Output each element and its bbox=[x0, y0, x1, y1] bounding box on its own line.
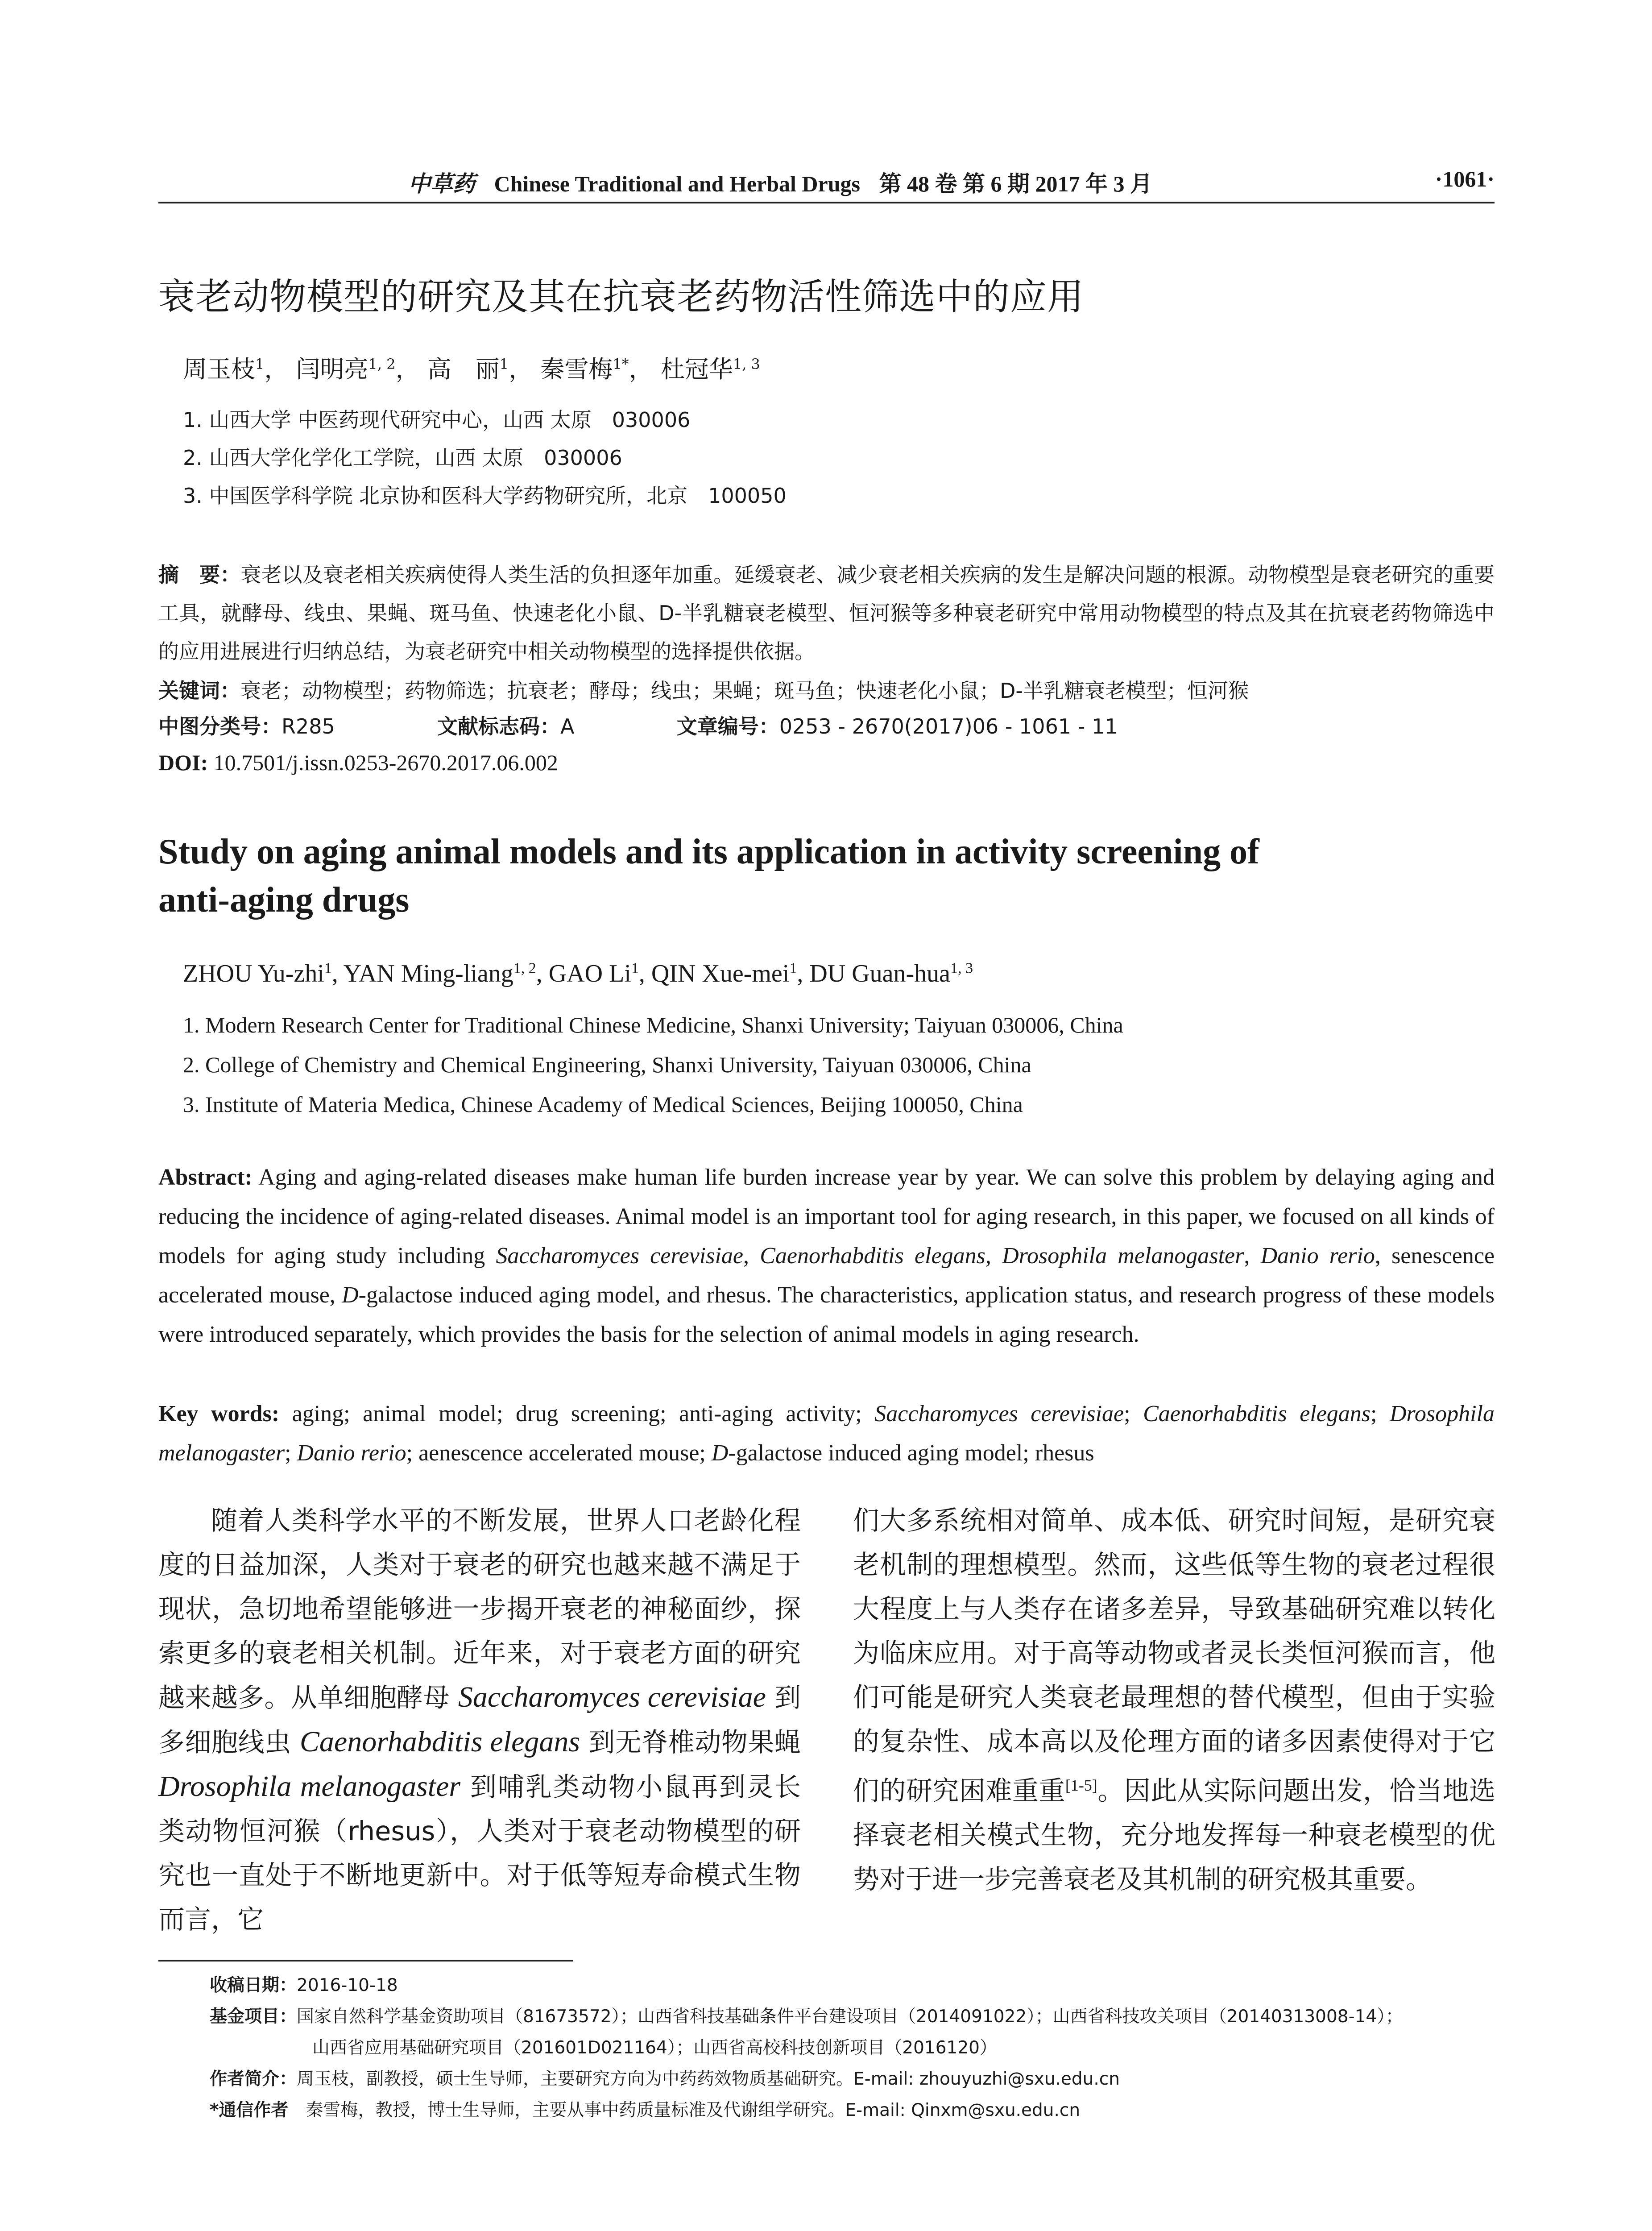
author-zh-sup: 1 bbox=[499, 356, 509, 373]
body-text: 们大多系统相对简单、成本低、研究时间短，是研究衰老机制的理想模型。然而，这些低等生物的衰老过程很大程度上与人类存在诸多差异，导致基础研究难以转化为临床应用。对于高等动物或者灵长类恒河猴而言，他们可能是研究人类衰老最理想的替代模型，但由于实验的复杂性、成本高以及伦理方面的诸多因素使得对于它们的研究困难重重 bbox=[853, 1505, 1495, 1806]
corresponding-label: *通信作者 bbox=[210, 2100, 289, 2120]
body-column-left bbox=[158, 1498, 801, 1941]
page-number: ·1061· bbox=[1435, 166, 1495, 191]
abstract-en-text: , senescence accelerated mouse, bbox=[158, 1243, 1495, 1308]
species-name: Caenorhabditis elegans bbox=[1143, 1401, 1371, 1427]
author-en-sup: 1, 3 bbox=[950, 960, 973, 977]
author-zh-sup: 1 bbox=[255, 356, 265, 373]
received-value: 2016-10-18 bbox=[297, 1975, 398, 1995]
author-zh-sup: 1, 2 bbox=[368, 356, 396, 373]
author-en: DU Guan-hua bbox=[809, 960, 950, 987]
separator: , bbox=[1244, 1243, 1261, 1269]
separator: ; bbox=[1370, 1401, 1390, 1427]
body-text: 。因此从实际问题出发，恰当地选择衰老相关模式生物，充分地发挥每一种衰老模型的优势对于进一步完善衰老及其机制的研究极其重要。 bbox=[853, 1775, 1495, 1895]
doi-value[interactable]: 10.7501/j.issn.0253-2670.2017.06.002 bbox=[213, 750, 558, 775]
author-en-sup: 1 bbox=[324, 960, 332, 977]
header-rule bbox=[158, 202, 1495, 203]
author-en-sup: 1, 2 bbox=[513, 960, 536, 977]
author-zh: 秦雪梅 bbox=[540, 355, 613, 383]
abstract-en-text: Aging and aging-related diseases make human life burden increase year by year. We can solve this problem by delaying aging and reducing the incidence of aging-related diseases. Animal model is an important tool for aging research, in this paper, we focused on all kinds of models for aging study including bbox=[158, 1165, 1495, 1269]
author-bio-value: 周玉枝，副教授，硕士生导师，主要研究方向为中药药效物质基础研究。E-mail: zhouyuzhi@sxu.edu.cn bbox=[297, 2069, 1120, 2089]
article-no-label: 文章编号： bbox=[676, 714, 779, 738]
title-zh: 衰老动物模型的研究及其在抗衰老药物活性筛选中的应用 bbox=[158, 276, 1085, 318]
doc-code-value: A bbox=[560, 714, 575, 738]
keywords-en-text: -galactose induced aging model; rhesus bbox=[728, 1440, 1094, 1466]
species-name: Caenorhabditis elegans bbox=[299, 1725, 580, 1758]
citation-ref[interactable]: [1-5] bbox=[1065, 1776, 1097, 1794]
doi-row bbox=[158, 750, 558, 775]
body-text: 到多细胞线虫 bbox=[158, 1682, 801, 1758]
title-en-line: anti-aging drugs bbox=[158, 880, 410, 920]
affiliation-zh: 3. 中国医学科学院 北京协和医科大学药物研究所，北京 100050 bbox=[183, 484, 787, 508]
affiliation-en: 2. College of Chemistry and Chemical Engineering, Shanxi University, Taiyuan 030006, China bbox=[183, 1052, 1031, 1077]
species-name: Drosophila melanogaster bbox=[158, 1770, 461, 1803]
species-name: Danio rerio bbox=[297, 1440, 406, 1466]
abstract-en bbox=[158, 1158, 1495, 1354]
separator: ; bbox=[1124, 1401, 1143, 1427]
journal-name-zh: 中草药 bbox=[408, 171, 475, 196]
body-text: 到哺乳类动物小鼠再到灵长类动物恒河猴（rhesus），人类对于衰老动物模型的研究也一直处于不断地更新中。对于低等短寿命模式生物而言，它 bbox=[158, 1771, 801, 1935]
footnote-received bbox=[210, 1971, 398, 1996]
affiliation-en: 1. Modern Research Center for Traditional Chinese Medicine, Shanxi University; Taiyuan 030006, China bbox=[183, 1012, 1123, 1037]
keywords-en-text: aging; animal model; drug screening; anti-aging activity; bbox=[279, 1401, 875, 1427]
author-en: ZHOU Yu-zhi bbox=[183, 960, 324, 987]
keywords-en-text: ; aenescence accelerated mouse; bbox=[406, 1440, 712, 1466]
author-zh-sup: 1* bbox=[613, 356, 629, 373]
issue-info: 第 48 卷 第 6 期 2017 年 3 月 bbox=[879, 171, 1152, 196]
species-name: Danio rerio bbox=[1260, 1243, 1375, 1269]
authors-en: ZHOU Yu-zhi$^1$, YAN Ming-liang$^{1, 2}$, GAO Li$^1$, QIN Xue-mei$^1$, DU Guan-hua$^{1, 3}$ bbox=[183, 960, 973, 987]
title-en bbox=[158, 828, 1452, 924]
author-en: YAN Ming-liang bbox=[343, 960, 513, 987]
keywords-zh-text: 衰老；动物模型；药物筛选；抗衰老；酵母；线虫；果蝇；斑马鱼；快速老化小鼠；D-半乳糖衰老模型；恒河猴 bbox=[240, 679, 1249, 703]
author-zh-sup: 1, 3 bbox=[733, 356, 760, 373]
authors-zh: 周玉枝$^1$， 闫明亮$^{1, 2}$， 高 丽$^1$， 秦雪梅$^{1*}$， 杜冠华$^{1, 3}$ bbox=[183, 355, 760, 383]
species-name: Saccharomyces cerevisiae bbox=[458, 1681, 766, 1713]
author-en-sup: 1 bbox=[789, 960, 797, 977]
fund-value: 国家自然科学基金资助项目（81673572）；山西省科技基础条件平台建设项目（2014091022）；山西省科技攻关项目（20140313008-14）； bbox=[297, 2007, 1403, 2027]
article-no-value: 0253 - 2670(2017)06 - 1061 - 11 bbox=[779, 714, 1118, 738]
received-label: 收稿日期： bbox=[210, 1975, 297, 1995]
keywords-zh bbox=[158, 672, 1495, 710]
abstract-zh-text: 衰老以及衰老相关疾病使得人类生活的负担逐年加重。延缓衰老、减少衰老相关疾病的发生是解决问题的根源。动物模型是衰老研究的重要工具，就酵母、线虫、果蝇、斑马鱼、快速老化小鼠、D-半乳糖衰老模型、恒河猴等多种衰老研究中常用动物模型的特点及其在抗衰老药物筛选中的应用进展进行归纳总结，为衰老研究中相关动物模型的选择提供依据。 bbox=[158, 563, 1495, 663]
corresponding-value: 秦雪梅，教授，博士生导师，主要从事中药质量标准及代谢组学研究。E-mail: Qinxm@sxu.edu.cn bbox=[288, 2100, 1081, 2120]
body-text: 到无脊椎动物果蝇 bbox=[580, 1727, 801, 1758]
abstract-zh bbox=[158, 556, 1495, 671]
footnote-author bbox=[210, 2065, 1120, 2090]
footnote-rule bbox=[158, 1960, 573, 1961]
species-name: Saccharomyces cerevisiae bbox=[496, 1243, 744, 1269]
journal-name-en: Chinese Traditional and Herbal Drugs bbox=[494, 171, 860, 196]
running-header bbox=[158, 166, 1495, 197]
body-column-right bbox=[853, 1498, 1495, 1901]
abstract-en-label: Abstract: bbox=[158, 1165, 253, 1190]
author-en: GAO Li bbox=[548, 960, 631, 987]
italic-d: D bbox=[711, 1440, 729, 1466]
author-bio-label: 作者简介： bbox=[210, 2069, 297, 2089]
author-zh: 闫明亮 bbox=[296, 355, 368, 383]
species-name: Drosophila melanogaster bbox=[1002, 1243, 1244, 1269]
author-en: QIN Xue-mei bbox=[651, 960, 790, 987]
footnote-fund-cont: 山西省应用基础研究项目（201601D021164）；山西省高校科技创新项目（2016120） bbox=[312, 2038, 997, 2058]
doi-label: DOI: bbox=[158, 750, 208, 775]
author-zh: 杜冠华 bbox=[660, 355, 733, 383]
body-text: 随着人类科学水平的不断发展，世界人口老龄化程度的日益加深，人类对于衰老的研究也越来越不满足于现状，急切地希望能够进一步揭开衰老的神秘面纱，探索更多的衰老相关机制。近年来，对于衰老方面的研究越来越多。从单细胞酵母 bbox=[158, 1505, 801, 1713]
keywords-zh-label: 关键词： bbox=[158, 679, 240, 703]
fund-label: 基金项目： bbox=[210, 2007, 297, 2027]
abstract-en-text: -galactose induced aging model, and rhesus. The characteristics, application status, and research progress of these models were introduced separately, which provides the basis for the selection of animal models in aging research. bbox=[158, 1282, 1495, 1347]
affiliation-zh: 1. 山西大学 中医药现代研究中心，山西 太原 030006 bbox=[183, 408, 691, 432]
keywords-en-label: Key words: bbox=[158, 1401, 280, 1427]
author-en-sup: 1 bbox=[631, 960, 639, 977]
author-zh: 高 丽 bbox=[427, 355, 500, 383]
separator: ; bbox=[285, 1440, 297, 1466]
separator: , bbox=[743, 1243, 760, 1269]
italic-d: D bbox=[342, 1282, 359, 1308]
footnote-corresponding bbox=[210, 2096, 1080, 2121]
doc-code-label: 文献标志码： bbox=[437, 714, 561, 738]
affiliation-zh: 2. 山西大学化学化工学院，山西 太原 030006 bbox=[183, 446, 622, 470]
species-name: Saccharomyces cerevisiae bbox=[874, 1401, 1124, 1427]
abstract-zh-label: 摘 要： bbox=[158, 563, 241, 587]
footnote-fund bbox=[210, 2003, 1403, 2028]
clc-value: R285 bbox=[282, 714, 335, 738]
author-zh: 周玉枝 bbox=[183, 355, 255, 383]
affiliation-en: 3. Institute of Materia Medica, Chinese Academy of Medical Sciences, Beijing 100050, China bbox=[183, 1092, 1023, 1117]
species-name: Drosophila melanogaster bbox=[158, 1401, 1495, 1466]
keywords-en bbox=[158, 1394, 1495, 1473]
clc-label: 中图分类号： bbox=[158, 714, 282, 738]
classification-row bbox=[158, 710, 1118, 740]
title-en-line: Study on aging animal models and its application in activity screening of bbox=[158, 832, 1259, 871]
species-name: Caenorhabditis elegans bbox=[760, 1243, 985, 1269]
separator: , bbox=[985, 1243, 1002, 1269]
